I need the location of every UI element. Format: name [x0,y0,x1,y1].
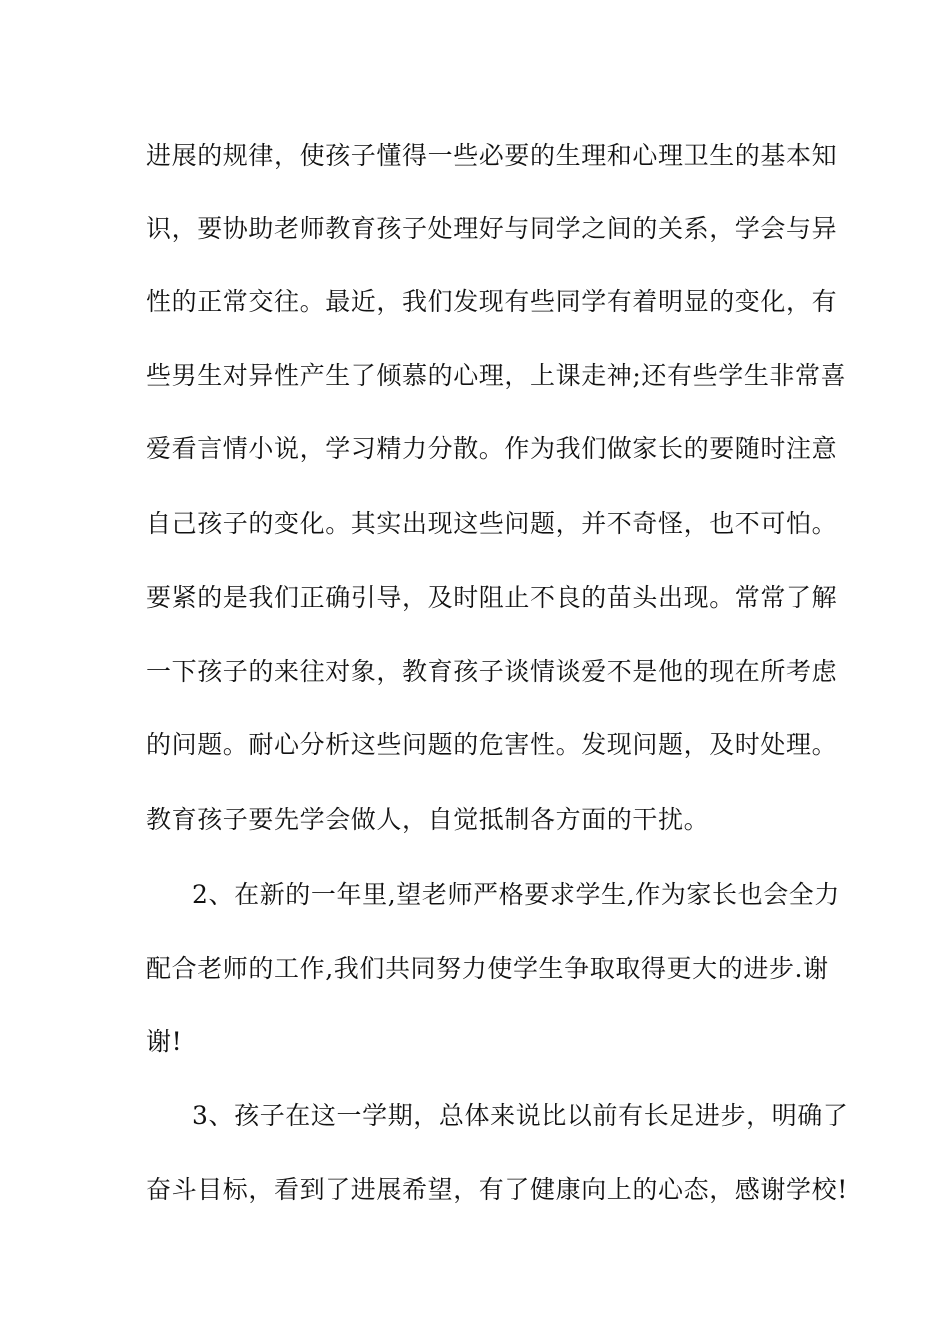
text-line: 的问题。耐心分析这些问题的危害性。发现问题，及时处理。 [146,730,838,759]
text-line: 性的正常交往。最近，我们发现有些同学有着明显的变化，有 [146,287,838,316]
text-line: 爱看言情小说，学习精力分散。作为我们做家长的要随时注意 [146,434,838,463]
text-line: 识，要协助老师教育孩子处理好与同学之间的关系，学会与异 [146,214,838,243]
text-line: 一下孩子的来往对象，教育孩子谈情谈爱不是他的现在所考虑 [146,657,838,686]
text-line: 自己孩子的变化。其实出现这些问题，并不奇怪，也不可怕。 [146,509,838,538]
text-line: 要紧的是我们正确引导，及时阻止不良的苗头出现。常常了解 [146,583,838,612]
text-line: 3、孩子在这一学期，总体来说比以前有长足进步，明确了 [192,1101,849,1130]
text-line: 2、在新的一年里,望老师严格要求学生,作为家长也会全力 [192,880,841,909]
text-line: 教育孩子要先学会做人，自觉抵制各方面的干扰。 [146,805,710,834]
text-line: 配合老师的工作,我们共同努力使学生争取取得更大的进步.谢 [146,954,829,983]
text-line: 些男生对异性产生了倾慕的心理，上课走神;还有些学生非常喜 [146,361,847,390]
text-line: 谢! [146,1027,183,1056]
text-line: 奋斗目标，看到了进展希望，有了健康向上的心态，感谢学校! [146,1175,848,1204]
text-line: 进展的规律，使孩子懂得一些必要的生理和心理卫生的基本知 [146,141,838,170]
